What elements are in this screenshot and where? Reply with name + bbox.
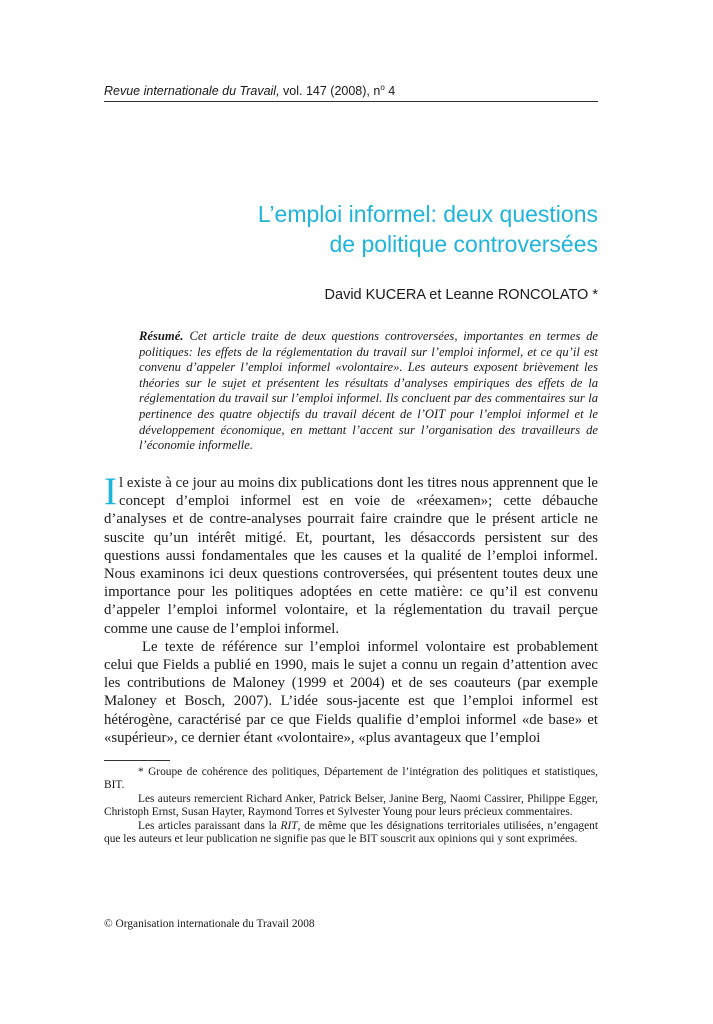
running-head [104, 83, 598, 102]
title-line-1: L’emploi informel: deux questions [257, 201, 598, 227]
abstract-text: Cet article traite de deux questions controversées, importantes en termes de politiques: les effets de la réglementation du travail sur l’emploi informel, et ce qu’il est convenu d’appeler l’emploi informel «volontaire». Les auteurs exposent brièvement les théories sur le sujet et présentent les résultats d’analyses empiriques des effets de la réglementation du travail sur l’emploi informel. Ils concluent par des commentaires sur la pertinence des quatre objectifs du travail décent de l’OIT pour l’emploi informel et le développement économique, en mettant l’accent sur l’organisation des travailleurs de l’économie informelle. [139, 329, 598, 453]
body-paragraph-1 [104, 470, 598, 638]
authors: David KUCERA et Leanne RONCOLATO * [324, 287, 598, 303]
copyright: © Organisation internationale du Travail 2008 [104, 918, 315, 930]
footnote-3-a: Les articles paraissant dans la [138, 820, 281, 832]
number-sup: o [380, 83, 385, 92]
journal-name: Revue internationale du Travail, [104, 84, 280, 99]
drop-cap: I [104, 470, 117, 513]
body-paragraph-1-text: l existe à ce jour au moins dix publications dont les titres nous apprennent que le concept d’emploi informel est en voie de «réexamen»; cette débauche d’analyses et de contre-analyses pourrait faire craindre que le présent article ne suscite qu’un intérêt mitigé. Et, pourtant, les désaccords persistent sur des questions aussi fondamentales que les causes et la qualité de l’emploi informel. Nous examinons ici deux questions controversées, qui présentent toutes deux une importance pour les politiques adoptées en cette matière: ce qu’il est convenu d’appeler l’emploi informel volontaire, et la réglementation du travail perçue comme une cause de l’emploi informel. [104, 475, 598, 637]
body-paragraph-2: Le texte de référence sur l’emploi informel volontaire est probablement celui que Fields a publié en 1990, mais le sujet a connu un regain d’attention avec les contributions de Maloney (1999 et 2004) et de ses coauteurs (par exemple Maloney et Bosch, 2007). L’idée sous-jacente est que l’emploi informel est hétérogène, caractérisé par ce que Fields qualifie d’emploi informel «de base» et «supérieur», ce dernier étant «volontaire», «plus avantageux que l’emploi [104, 638, 598, 746]
abstract [139, 329, 598, 454]
footnote-3-journal: RIT [280, 820, 298, 832]
article-body [104, 470, 598, 747]
footnote-2: Les auteurs remercient Richard Anker, Patrick Belser, Janine Berg, Naomi Cassirer, Philippe Egger, Christoph Ernst, Susan Hayter, Raymond Torres et Sylvester Young pour leurs précieux commentaires. [104, 793, 598, 818]
title-line-2: de politique controversées [329, 231, 598, 257]
abstract-label: Résumé. [139, 329, 184, 343]
footnotes [104, 766, 598, 847]
footnote-1: * Groupe de cohérence des politiques, Département de l’intégration des politiques et statistiques, BIT. [104, 766, 598, 791]
footnote-divider [104, 760, 170, 761]
footnote-3 [104, 820, 598, 846]
article-title [104, 199, 598, 259]
issue-number: 4 [384, 84, 396, 99]
volume-info: vol. 147 (2008), n [279, 84, 381, 99]
footnote-3-b: , de même que les désignations territoriales utilisées, n’engagent que les auteurs et leur publication ne signifie pas que le BIT souscrit aux opinions qui y sont exprimées. [104, 820, 599, 845]
